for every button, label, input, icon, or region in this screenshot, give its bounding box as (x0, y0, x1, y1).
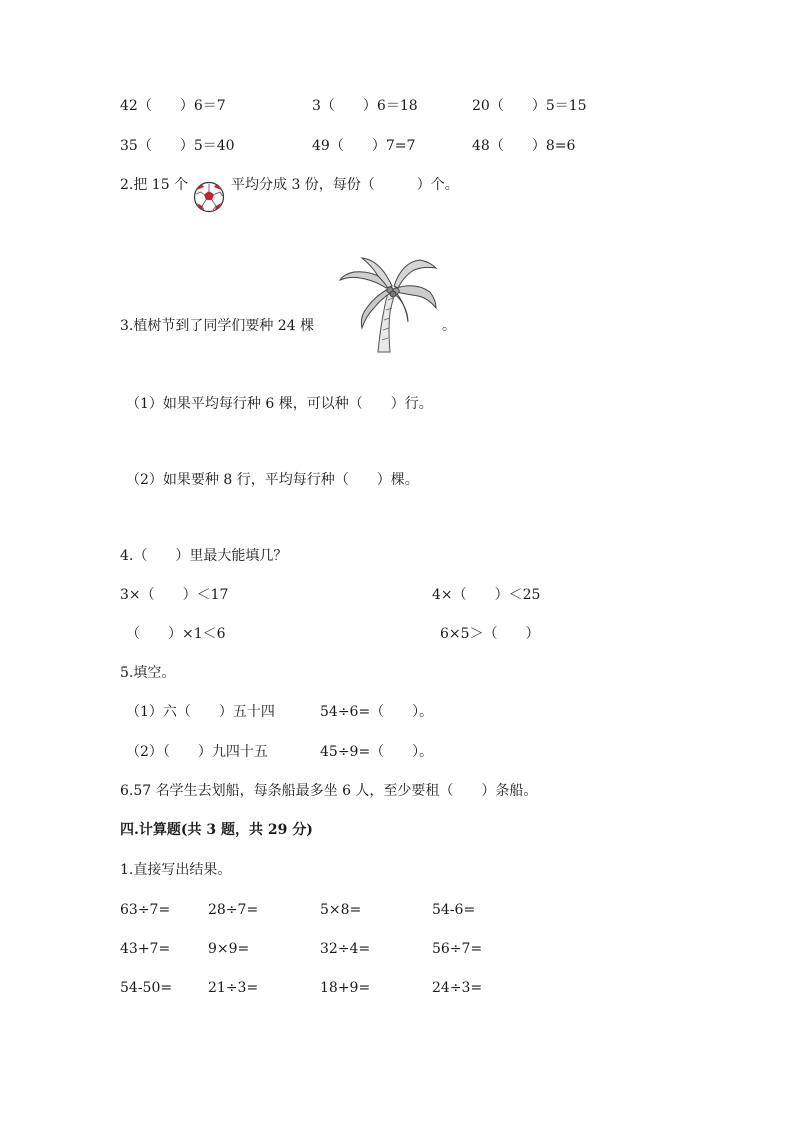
q3-sub1: （1）如果平均每行种 6 棵，可以种（ ）行。 (126, 396, 433, 412)
calc-r2-c3: 32÷4= (320, 941, 371, 957)
calc-r1-c3: 5×8= (320, 902, 362, 918)
calc-r3-c2: 21÷3= (208, 980, 259, 996)
q1-r1-c1: 42（ ）6＝7 (120, 98, 226, 114)
q4-title: 4.（ ）里最大能填几？ (120, 548, 288, 564)
calc-r3-c3: 18+9= (320, 980, 371, 996)
q1-r2-c2: 49（ ）7=7 (312, 138, 416, 154)
q4-r2-c1: （ ）×1＜6 (126, 626, 226, 642)
q2-text-after: 平均分成 3 份，每份（ ）个。 (231, 177, 459, 193)
calc-r1-c2: 28÷7= (208, 902, 259, 918)
calc-r2-c1: 43+7= (120, 941, 171, 957)
q1-r2-c3: 48（ ）8=6 (472, 138, 576, 154)
q5-title: 5.填空。 (120, 665, 176, 681)
q3-sub2: （2）如果要种 8 行，平均每行种（ ）棵。 (126, 472, 419, 488)
q3-text-before: 3.植树节到了同学们要种 24 棵 (120, 318, 315, 334)
q5-r2-c1: （2）（ ）九四十五 (126, 744, 268, 760)
palm-tree-icon (336, 250, 440, 356)
q4-r2-c2: 6×5＞（ ） (440, 626, 540, 642)
q5-r1-c1: （1）六（ ）五十四 (126, 704, 275, 720)
q5-r2-c2: 45÷9=（ ）。 (320, 744, 434, 760)
q1-r1-c2: 3（ ）6＝18 (312, 98, 418, 114)
q4-r1-c2: 4×（ ）＜25 (432, 587, 541, 603)
calc-r2-c4: 56÷7= (432, 941, 483, 957)
q1-r1-c3: 20（ ）5＝15 (472, 98, 587, 114)
calc-r3-c4: 24÷3= (432, 980, 483, 996)
soccer-ball-icon (193, 181, 225, 213)
section-4-heading: 四.计算题(共 3 题，共 29 分) (120, 822, 313, 838)
q6-text: 6.57 名学生去划船，每条船最多坐 6 人，至少要租（ ）条船。 (120, 783, 538, 799)
q1-r2-c1: 35（ ）5＝40 (120, 138, 235, 154)
calc-r2-c2: 9×9= (208, 941, 250, 957)
calc-r1-c4: 54-6= (432, 902, 476, 918)
calc-title: 1.直接写出结果。 (120, 862, 232, 878)
q4-r1-c1: 3×（ ）＜17 (120, 587, 229, 603)
q2-text-before: 2.把 15 个 (120, 177, 189, 193)
calc-r1-c1: 63÷7= (120, 902, 171, 918)
q3-text-after: 。 (442, 318, 456, 334)
calc-r3-c1: 54-50= (120, 980, 173, 996)
q5-r1-c2: 54÷6=（ ）。 (320, 704, 434, 720)
